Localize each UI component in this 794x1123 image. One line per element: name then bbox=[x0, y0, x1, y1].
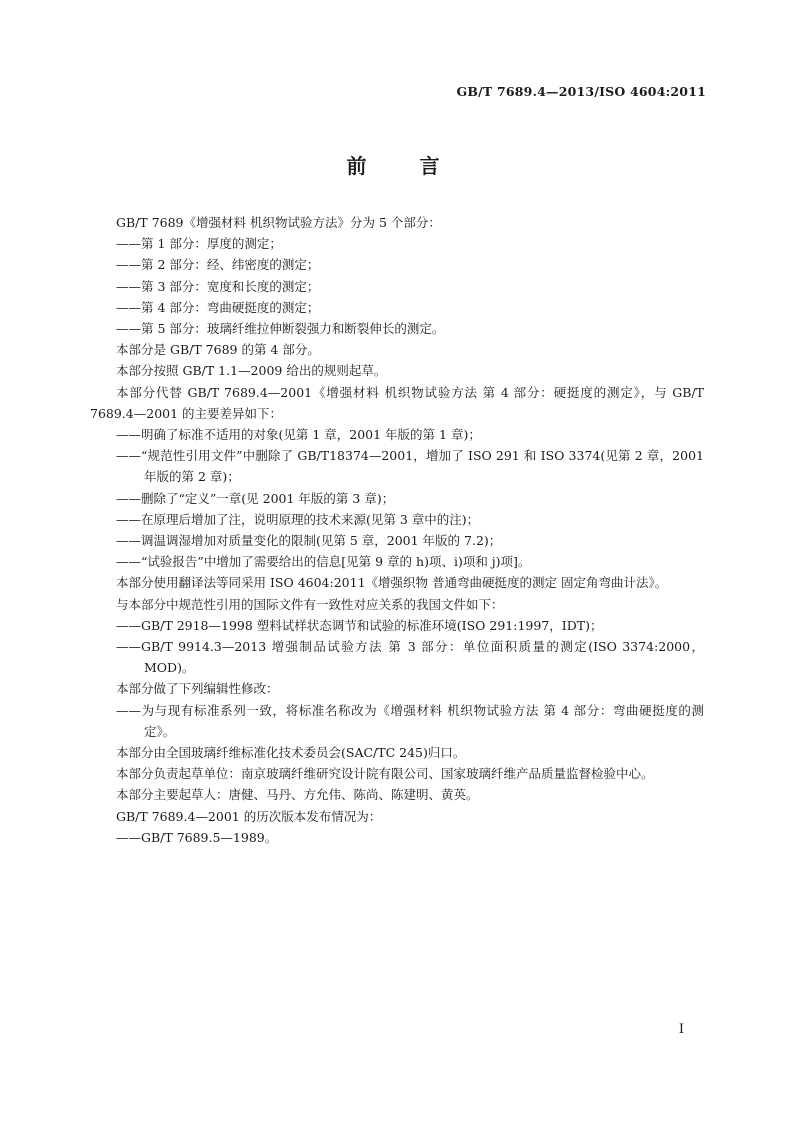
list-item: ——删除了“定义”一章(见 2001 年版的第 3 章)； bbox=[116, 490, 395, 506]
paragraph: 本部分做了下列编辑性修改： bbox=[116, 681, 279, 697]
list-item: ——第 2 部分：经、纬密度的测定； bbox=[116, 257, 320, 273]
paragraph: 本部分由全国玻璃纤维标准化技术委员会(SAC/TC 245)归口。 bbox=[116, 745, 466, 761]
list-item: ——明确了标准不适用的对象(见第 1 章，2001 年版的第 1 章)； bbox=[116, 427, 481, 443]
list-item: ——GB/T 2918—1998 塑料试样状态调节和试验的标准环境(ISO 291:1997，IDT)； bbox=[116, 617, 603, 633]
list-item: ——“试验报告”中增加了需要给出的信息[见第 9 章的 h)项、i)项和 j)项]。 bbox=[116, 554, 531, 570]
standard-code-header: GB/T 7689.4—2013/ISO 4604:2011 bbox=[456, 84, 706, 99]
paragraph: 本部分负责起草单位：南京玻璃纤维研究设计院有限公司、国家玻璃纤维产品质量监督检验中心。 bbox=[116, 766, 654, 782]
paragraph: GB/T 7689《增强材料 机织物试验方法》分为 5 个部分： bbox=[116, 215, 441, 230]
list-item: ——GB/T 9914.3—2013 增强制品试验方法 第 3 部分：单位面积质量的测定(ISO 3374:2000，MOD)。 bbox=[116, 639, 704, 676]
paragraph: 与本部分中规范性引用的国际文件有一致性对应关系的我国文件如下： bbox=[116, 596, 504, 612]
paragraph: GB/T 7689.4—2001 的历次版本发布情况为： bbox=[116, 808, 382, 824]
paragraph: 本部分按照 GB/T 1.1—2009 给出的规则起草。 bbox=[116, 363, 387, 379]
paragraph: 本部分使用翻译法等同采用 ISO 4604:2011《增强织物 普通弯曲硬挺度的测定 固定角弯曲计法》。 bbox=[116, 575, 668, 591]
paragraph: 本部分代替 GB/T 7689.4—2001《增强材料 机织物试验方法 第 4 部分：硬挺度的测定》，与 GB/T 7689.4—2001 的主要差异如下： bbox=[90, 384, 704, 421]
list-item: ——第 5 部分：玻璃纤维拉伸断裂强力和断裂伸长的测定。 bbox=[116, 321, 445, 337]
paragraph: 本部分主要起草人：唐健、马丹、方允伟、陈尚、陈建明、黄英。 bbox=[116, 787, 479, 803]
list-item: ——第 3 部分：宽度和长度的测定； bbox=[116, 278, 320, 294]
list-item: ——为与现有标准系列一致，将标准名称改为《增强材料 机织物试验方法 第 4 部分：弯曲硬挺度的测定》。 bbox=[116, 702, 704, 739]
list-item: ——第 1 部分：厚度的测定； bbox=[116, 236, 282, 252]
foreword-body bbox=[90, 212, 704, 848]
page-number: I bbox=[678, 1022, 684, 1037]
list-item: ——GB/T 7689.5—1989。 bbox=[116, 829, 278, 845]
paragraph: 本部分是 GB/T 7689 的第 4 部分。 bbox=[116, 342, 320, 358]
list-item: ——“规范性引用文件”中删除了 GB/T18374—2001，增加了 ISO 291 和 ISO 3374(见第 2 章，2001 年版的第 2 章)； bbox=[116, 448, 704, 485]
list-item: ——调温调湿增加对质量变化的限制(见第 5 章，2001 年版的 7.2)； bbox=[116, 533, 502, 549]
list-item: ——第 4 部分：弯曲硬挺度的测定； bbox=[116, 299, 320, 315]
page-title: 前 言 bbox=[346, 154, 448, 178]
list-item: ——在原理后增加了注，说明原理的技术来源(见第 3 章中的注)； bbox=[116, 511, 480, 527]
